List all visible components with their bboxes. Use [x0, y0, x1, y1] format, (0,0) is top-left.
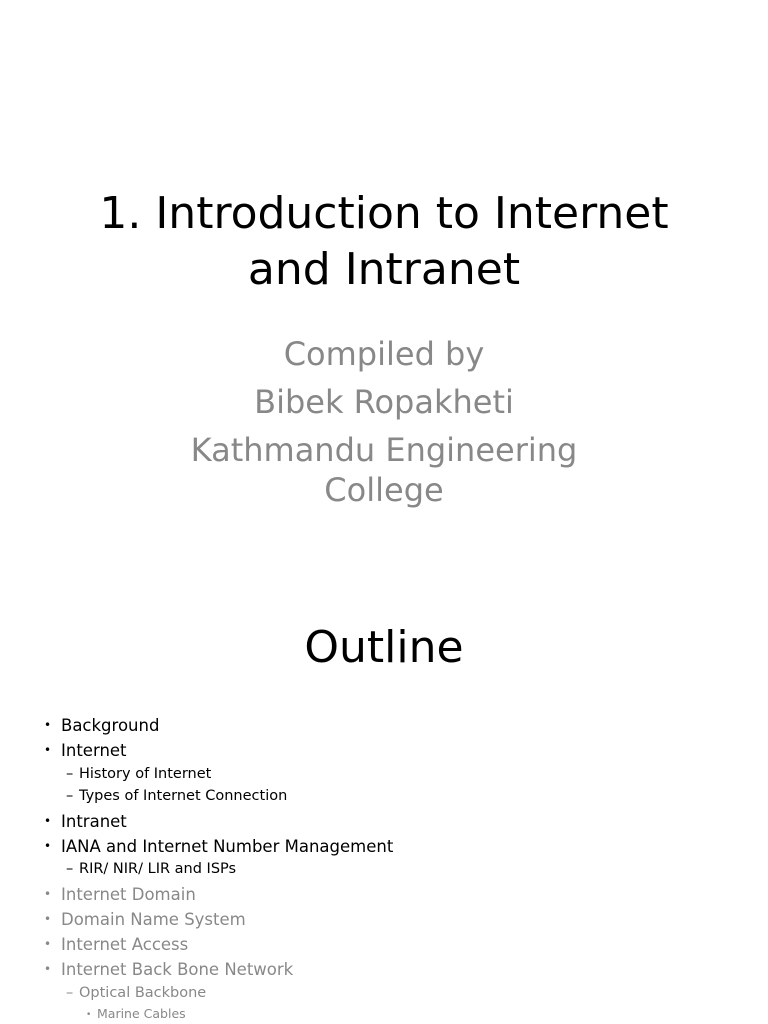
bullet-icon: • — [44, 962, 52, 976]
outline-item-level-2 — [66, 766, 211, 782]
outline-item-level-1 — [44, 935, 188, 954]
bullet-icon: • — [86, 1010, 92, 1020]
dash-bullet-icon: – — [66, 861, 74, 877]
outline-item-text: IANA and Internet Number Management — [61, 837, 394, 856]
author-name: Bibek Ropakheti — [254, 383, 514, 421]
outline-item-text: Internet Back Bone Network — [61, 960, 294, 979]
slide-title — [0, 186, 768, 298]
outline-item-text: Marine Cables — [97, 1006, 186, 1021]
outline-item-level-1 — [44, 716, 159, 735]
dash-bullet-icon: – — [66, 766, 74, 782]
outline-item-text: Internet — [61, 741, 127, 760]
outline-item-text: History of Internet — [79, 766, 212, 782]
outline-item-level-1 — [44, 910, 246, 929]
bullet-icon: • — [44, 937, 52, 951]
bullet-icon: • — [44, 839, 52, 853]
outline-item-level-3 — [86, 1006, 186, 1021]
outline-item-text: Intranet — [61, 812, 127, 831]
outline-item-text: Internet Access — [61, 935, 189, 954]
outline-item-text: Internet Domain — [61, 885, 196, 904]
outline-item-text: Types of Internet Connection — [79, 788, 288, 804]
outline-item-level-1 — [44, 837, 393, 856]
college-name-line-2: College — [324, 471, 444, 509]
outline-item-level-2 — [66, 788, 287, 804]
outline-item-level-1 — [44, 812, 127, 831]
bullet-icon: • — [44, 814, 52, 828]
outline-item-text: Background — [61, 716, 160, 735]
outline-title: Outline — [304, 622, 464, 673]
outline-item-level-2 — [66, 861, 236, 877]
outline-item-text: Domain Name System — [61, 910, 246, 929]
bullet-icon: • — [44, 743, 52, 757]
dash-bullet-icon: – — [66, 985, 74, 1001]
outline-item-level-2 — [66, 985, 206, 1001]
dash-bullet-icon: – — [66, 788, 74, 804]
slide-subtitle — [0, 334, 768, 510]
outline-item-level-1 — [44, 741, 127, 760]
bullet-icon: • — [44, 912, 52, 926]
slide-title-line-1: 1. Introduction to Internet — [99, 188, 669, 239]
college-name-line-1: Kathmandu Engineering — [190, 431, 578, 469]
outline-item-text: RIR/ NIR/ LIR and ISPs — [79, 861, 237, 877]
bullet-icon: • — [44, 718, 52, 732]
bullet-icon: • — [44, 887, 52, 901]
outline-item-text: Optical Backbone — [79, 985, 207, 1001]
compiled-by-text: Compiled by — [283, 335, 485, 373]
outline-item-level-1 — [44, 960, 293, 979]
slide-title-line-2: and Intranet — [247, 244, 521, 295]
outline-item-level-1 — [44, 885, 196, 904]
